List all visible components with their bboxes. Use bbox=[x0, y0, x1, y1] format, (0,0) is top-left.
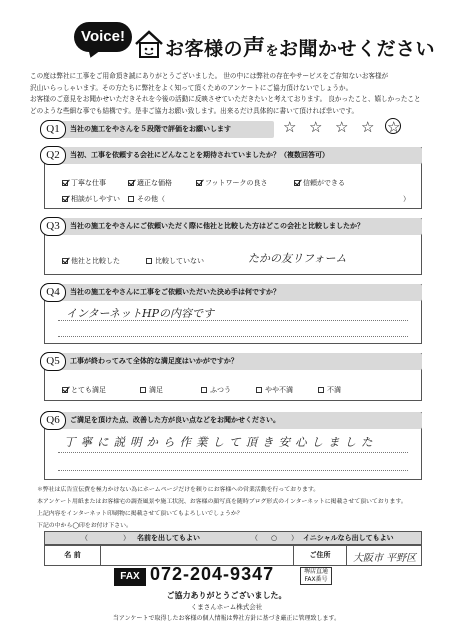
q5-option-label: とても満足 bbox=[71, 386, 106, 394]
q2-option-label: 相談がしやすい bbox=[71, 195, 120, 203]
checkbox[interactable] bbox=[128, 196, 134, 202]
title-part: お客様の bbox=[165, 38, 244, 60]
q4-text: 当社の施工をやさんに工事をご依頼いただいた決め手は何ですか？ bbox=[70, 288, 280, 296]
q6-number: Q6 bbox=[40, 411, 66, 430]
q2-option-other[interactable] bbox=[128, 194, 165, 204]
q2-other-close: ） bbox=[403, 195, 410, 203]
consent-paren: （ bbox=[251, 534, 258, 542]
fax-number: 072-204-9347 bbox=[150, 564, 275, 584]
consent-mark-initial[interactable]: ○ bbox=[271, 534, 278, 542]
thanks-message: ご協力ありがとうございました。 bbox=[166, 591, 287, 600]
title-part: お聞かせください bbox=[279, 38, 436, 60]
checkbox[interactable] bbox=[140, 387, 146, 393]
q5-option[interactable] bbox=[201, 385, 231, 395]
q4-number: Q4 bbox=[40, 283, 66, 302]
intro-text bbox=[30, 71, 430, 117]
checkbox[interactable] bbox=[62, 387, 68, 393]
star-icon[interactable]: ☆ bbox=[387, 118, 401, 136]
q2-text: 当初、工事を依頼する会社にどんなことを期待されていましたか？（複数回答可） bbox=[70, 151, 329, 159]
title-part: を bbox=[265, 44, 280, 59]
q5-option[interactable] bbox=[256, 385, 293, 395]
q6-handwritten-answer: 丁寧に説明から作業して頂き安心しました bbox=[64, 435, 378, 449]
q5-option[interactable] bbox=[140, 385, 163, 395]
address-label: ご住所 bbox=[293, 546, 347, 565]
q5-number: Q5 bbox=[40, 352, 66, 371]
intro-line: どのような些細な事でも結構です。是非ご協力お願い致します。出来るだけ具体的に書いて頂ければ幸いです。 bbox=[30, 106, 359, 115]
checkbox[interactable] bbox=[146, 258, 152, 264]
q2-number: Q2 bbox=[40, 146, 66, 165]
name-address-row bbox=[44, 545, 422, 566]
q6-bar bbox=[44, 412, 422, 429]
checkbox[interactable] bbox=[256, 387, 262, 393]
checkbox[interactable] bbox=[201, 387, 207, 393]
checkbox[interactable] bbox=[294, 180, 300, 186]
note-line: 下記の中から◯印をお付け下さい。 bbox=[37, 523, 132, 529]
note-line: 本アンケート用紙またはお客様宅の調査風景や施工状況、お客様の顔写真を随時ブログ形式のインターネットに掲載させて頂いております。 bbox=[37, 499, 407, 505]
consent-row bbox=[44, 531, 422, 545]
answer-line bbox=[58, 452, 408, 453]
q2-option[interactable] bbox=[196, 178, 268, 188]
q3-option-label: 他社と比較した bbox=[71, 257, 120, 265]
q2-option-label: その他（ bbox=[137, 195, 165, 203]
intro-line: 沢山いらっしゃいます。その方たちに弊社をよく知って頂くためのアンケートにご協力頂けないでしょうか。 bbox=[30, 83, 353, 92]
q6-text: ご満足を頂けた点、改善した方が良い点などをお聞かせください。 bbox=[70, 416, 280, 424]
note-line: ＊弊社は広告宣伝費を極力かけない為にホームページだけを頼りにお客様への営業活動を行っております。 bbox=[37, 487, 320, 493]
consent-option-name: 名前を出してもよい bbox=[137, 534, 200, 542]
q3-option[interactable] bbox=[62, 256, 120, 266]
star-icon[interactable]: ☆ bbox=[335, 118, 349, 136]
q2-option-label: 適正な価格 bbox=[137, 179, 172, 187]
q5-option[interactable] bbox=[62, 385, 106, 395]
title-part-emphasis: 声 bbox=[243, 36, 266, 61]
address-handwritten: 大阪市 平野区 bbox=[353, 553, 417, 564]
q3-option-label: 比較していない bbox=[155, 257, 204, 265]
checkbox[interactable] bbox=[62, 180, 68, 186]
q5-option[interactable] bbox=[318, 385, 341, 395]
q2-option-label: 丁寧な仕事 bbox=[71, 179, 106, 187]
checkbox[interactable] bbox=[62, 196, 68, 202]
house-icon bbox=[133, 28, 165, 60]
q1-bar bbox=[44, 121, 274, 138]
q3-option[interactable] bbox=[146, 256, 204, 266]
consent-option-initial: イニシャルなら出してもよい bbox=[303, 534, 394, 542]
note-line: 上記内容をインターネット印刷物に掲載させて頂いてもよろしいでしょうか？ bbox=[37, 511, 243, 517]
checkbox[interactable] bbox=[128, 180, 134, 186]
q2-option[interactable] bbox=[128, 178, 172, 188]
fax-label-line: 堺店直通 bbox=[304, 568, 329, 575]
q2-option[interactable] bbox=[62, 194, 120, 204]
q3-handwritten-answer: たかの友リフォーム bbox=[248, 252, 347, 265]
star-icon[interactable]: ☆ bbox=[361, 118, 375, 136]
checkbox[interactable] bbox=[62, 258, 68, 264]
fax-icon: FAX bbox=[114, 568, 146, 586]
q5-option-label: 不満 bbox=[327, 386, 341, 394]
fax-label-line: FAX番号 bbox=[304, 576, 328, 583]
q2-bar bbox=[44, 147, 422, 164]
q5-option-label: ふつう bbox=[210, 386, 231, 394]
q2-option[interactable] bbox=[62, 178, 106, 188]
fax-label bbox=[300, 567, 332, 585]
name-label: 名 前 bbox=[45, 546, 101, 565]
answer-line bbox=[58, 336, 408, 337]
q2-option-label: フットワークの良さ bbox=[205, 179, 268, 187]
q2-option[interactable] bbox=[294, 178, 345, 188]
company-name: くまさんホーム株式会社 bbox=[190, 603, 263, 611]
page-title bbox=[165, 31, 435, 62]
rating-circle-mark bbox=[385, 118, 401, 134]
intro-line: この度は弊社に工事をご用命頂き誠にありがとうございました。 世の中には弊社の存在やサービスをご存知ないお客様が bbox=[30, 72, 389, 80]
consent-paren: ） bbox=[123, 534, 130, 542]
q3-bar bbox=[44, 218, 422, 235]
star-icon[interactable]: ☆ bbox=[283, 118, 297, 136]
q2-option-label: 信頼ができる bbox=[303, 179, 345, 187]
q5-option-label: 満足 bbox=[149, 386, 163, 394]
privacy-disclaimer: 当アンケートで取得したお客様の個人情報は弊社方針に基づき厳正に管理致します。 bbox=[112, 615, 341, 622]
q3-text: 当社の施工をやさんにご依頼いただく際に他社と比較した方はどこの会社と比較しましたか？ bbox=[70, 222, 364, 230]
consent-paren: （ bbox=[81, 534, 88, 542]
q4-handwritten-answer: インターネットHPの内容です bbox=[66, 307, 215, 320]
answer-line bbox=[58, 320, 408, 321]
q1-number: Q1 bbox=[40, 120, 66, 139]
q5-bar bbox=[44, 353, 422, 370]
star-icon[interactable]: ☆ bbox=[309, 118, 323, 136]
checkbox[interactable] bbox=[318, 387, 324, 393]
q4-bar bbox=[44, 284, 422, 301]
voice-badge: Voice! bbox=[74, 22, 132, 52]
q5-option-label: やや不満 bbox=[265, 386, 293, 394]
answer-line bbox=[58, 470, 408, 471]
q1-text: 当社の施工をやさんを５段階で評価をお願いします bbox=[70, 125, 231, 133]
q3-number: Q3 bbox=[40, 217, 66, 236]
q5-text: 工事が終わってみて全体的な満足度はいかがですか？ bbox=[70, 357, 238, 365]
intro-line: お客様のご意見をお聞かせいただきそれを今後の活動に反映させていただきたいと考えております。 良かったこと、嬉しかったこと bbox=[30, 95, 421, 103]
checkbox[interactable] bbox=[196, 180, 202, 186]
consent-paren: ） bbox=[291, 534, 298, 542]
